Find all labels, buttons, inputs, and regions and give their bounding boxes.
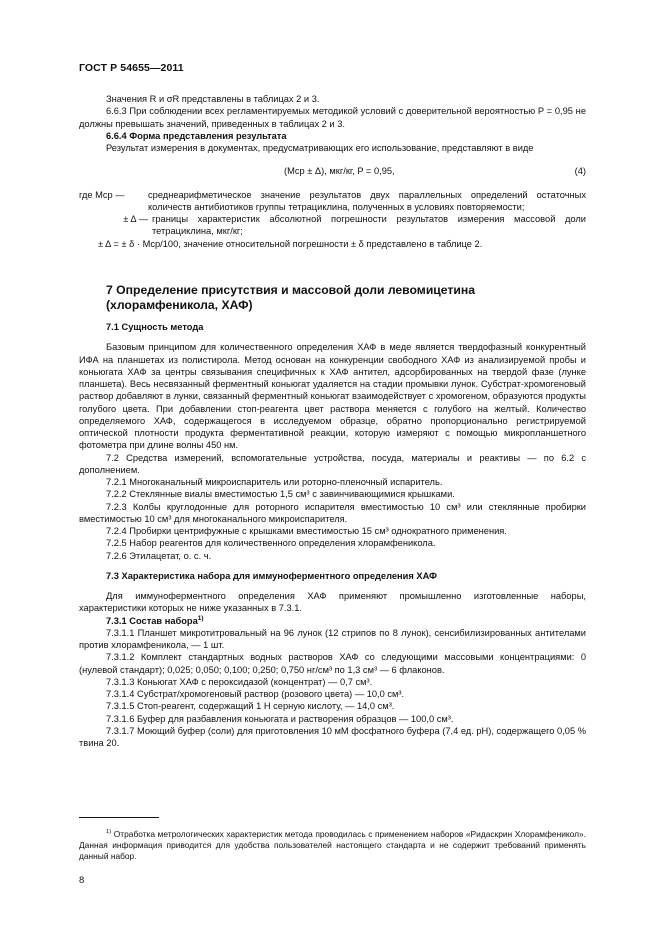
definition-delta xyxy=(79,213,586,238)
heading-73: 7.3 Характеристика набора для иммуноферментного определения ХАФ xyxy=(106,570,437,581)
paragraph-result-form: Результат измерения в документах, предусматривающих его использование, представляют в виде xyxy=(106,143,534,153)
section-7-block xyxy=(79,283,586,749)
definition-label: где Mср — xyxy=(79,189,125,200)
paragraph-72: 7.2 Средства измерений, вспомогательные устройства, посуда, материалы и реактивы — по 6.2 с дополнением. xyxy=(79,452,586,475)
paragraph-7315: 7.3.1.5 Стоп-реагент, содержащий 1 Н серную кислоту, — 14,0 см³. xyxy=(106,701,395,712)
paragraph-721: 7.2.1 Многоканальный микроиспаритель или роторно-пленочный испаритель. xyxy=(106,477,443,487)
paragraph-71: Базовым принципом для количественного определения ХАФ в меде является твердофазный конкурентный ИФА на планшетах из полистирола. Метод основан на конкуренции свободного ХАФ из анализируемой пробы и коньюгата ХАФ за центры связывания специфичных к ХАФ антител, адсорбированных на твердой фазе (лунке планшета). Весь несвязанный ферментный коньюгат удаляется на стадии промывки лунок. Субстрат-хромогеновый раствор добавляют в лунки, связанный ферментный коньюгат взаимодействует с хромогеном, образуются продукты голубого цвета. При добавлении стоп-реагента цвет раствора меняется с голубого на желтый. Количество определяемого ХАФ, содержащегося в исследуемом образце, обратно пропорционально регистрируемой оптической плотности продукта ферментативной реакции, которую измеряют с помощью микропланшетного фотометра при длине волны 450 нм. xyxy=(79,342,586,451)
paragraph-7314: 7.3.1.4 Субстрат/хромогеновый раствор (розового цвета) — 10,0 см³. xyxy=(106,689,405,699)
paragraph-7316: 7.3.1.6 Буфер для разбавления коньюгата и растворения образцов — 100,0 см³. xyxy=(106,713,454,724)
footnote-separator xyxy=(79,817,159,818)
paragraph-663: 6.6.3 При соблюдении всех регламентируемых методикой условий с доверительной вероятностью P = 0,95 не должны превышать значений, приведенных в таблицах 2 и 3. xyxy=(79,106,586,129)
paragraph-7312: 7.3.1.2 Комплект стандартных водных растворов ХАФ со следующими массовыми концентрациями: 0 (нулевой стандарт); 0,025; 0,050; 0,100; 0,250; 0,750 нг/см³ по 1,3 см³ — 6 флаконов. xyxy=(79,652,586,675)
paragraph-725: 7.2.5 Набор реагентов для количественного определения хлорамфеникола. xyxy=(106,538,436,549)
heading-731 xyxy=(79,615,586,627)
formula-text: (Mср ± Δ), мкг/кг, P = 0,95, xyxy=(284,166,395,177)
paragraph-7313: 7.3.1.3 Коньюгат ХАФ с пероксидазой (концентрат) — 0,7 см³. xyxy=(106,676,373,687)
footnote xyxy=(79,829,586,862)
heading-731-text: 7.3.1 Состав набора xyxy=(106,615,198,626)
definition-delta-relative: ± Δ = ± δ · Mср/100, значение относительной погрешности ± δ представлено в таблице 2. xyxy=(98,238,483,249)
heading-664: 6.6.4 Форма представления результата xyxy=(106,130,287,141)
footnote-text: Отработка метрологических характеристик метода проводилась с применением наборов «Ридаскрин Хлорамфеникол». Данная информация приводится для удобства пользователей настоящего стандарта и не содержит требований применять данный набор. xyxy=(79,829,586,861)
paragraph-73: Для иммуноферментного определения ХАФ применяют промышленно изготовленные наборы, характеристики которых не ниже указанных в 7.3.1. xyxy=(79,591,586,614)
definitions xyxy=(79,189,586,250)
footnote-mark: 1) xyxy=(106,829,112,836)
paragraph-724: 7.2.4 Пробирки центрифужные с крышками вместимостью 15 см³ однократного применения. xyxy=(106,526,507,536)
formula-4 xyxy=(79,165,586,177)
standard-header: ГОСТ Р 54655—2011 xyxy=(79,62,184,74)
paragraph-722: 7.2.2 Стеклянные виалы вместимостью 1,5 см³ с завинчивающимися крышками. xyxy=(106,489,455,500)
paragraph-7311: 7.3.1.1 Планшет микротитровальный на 96 лунок (12 стрипов по 8 лунок), сенсибилизированных антителами против хлорамфеникола, — 1 шт. xyxy=(79,627,586,650)
page-number: 8 xyxy=(79,875,85,886)
section-7-title-line2: (хлорамфеникола, ХАФ) xyxy=(106,298,253,312)
formula-number: (4) xyxy=(574,166,586,177)
definition-mcp xyxy=(79,189,586,214)
definition-label: ± Δ — xyxy=(123,214,148,224)
section-7-title-line1: 7 Определение присутствия и массовой доли левомицетина xyxy=(106,283,476,297)
definition-text: среднеарифметическое значение результатов двух параллельных определений остаточных количеств антибиотиков группы тетрациклина, полученных в условиях повторяемости; xyxy=(148,189,586,212)
footnote-ref: 1) xyxy=(197,614,204,622)
paragraph-7317: 7.3.1.7 Моющий буфер (соли) для приготовления 10 мМ фосфатного буфера (7,4 ед. pH), содержащего 0,05 % твина 20. xyxy=(79,725,586,748)
section-6-block xyxy=(79,93,586,250)
paragraph-r-values: Значения R и σR представлены в таблицах 2 и 3. xyxy=(106,94,320,104)
paragraph-726: 7.2.6 Этилацетат, о. с. ч. xyxy=(106,550,212,561)
paragraph-723: 7.2.3 Колбы круглодонные для роторного испарителя вместимостью 10 см³ или стеклянные пробирки вместимостью 10 см³ для многоканального микроиспарителя. xyxy=(79,501,586,524)
heading-71: 7.1 Сущность метода xyxy=(106,322,204,332)
definition-text: границы характеристик абсолютной погрешности результатов измерения массовой доли тетрациклина, мкг/кг; xyxy=(152,214,586,237)
